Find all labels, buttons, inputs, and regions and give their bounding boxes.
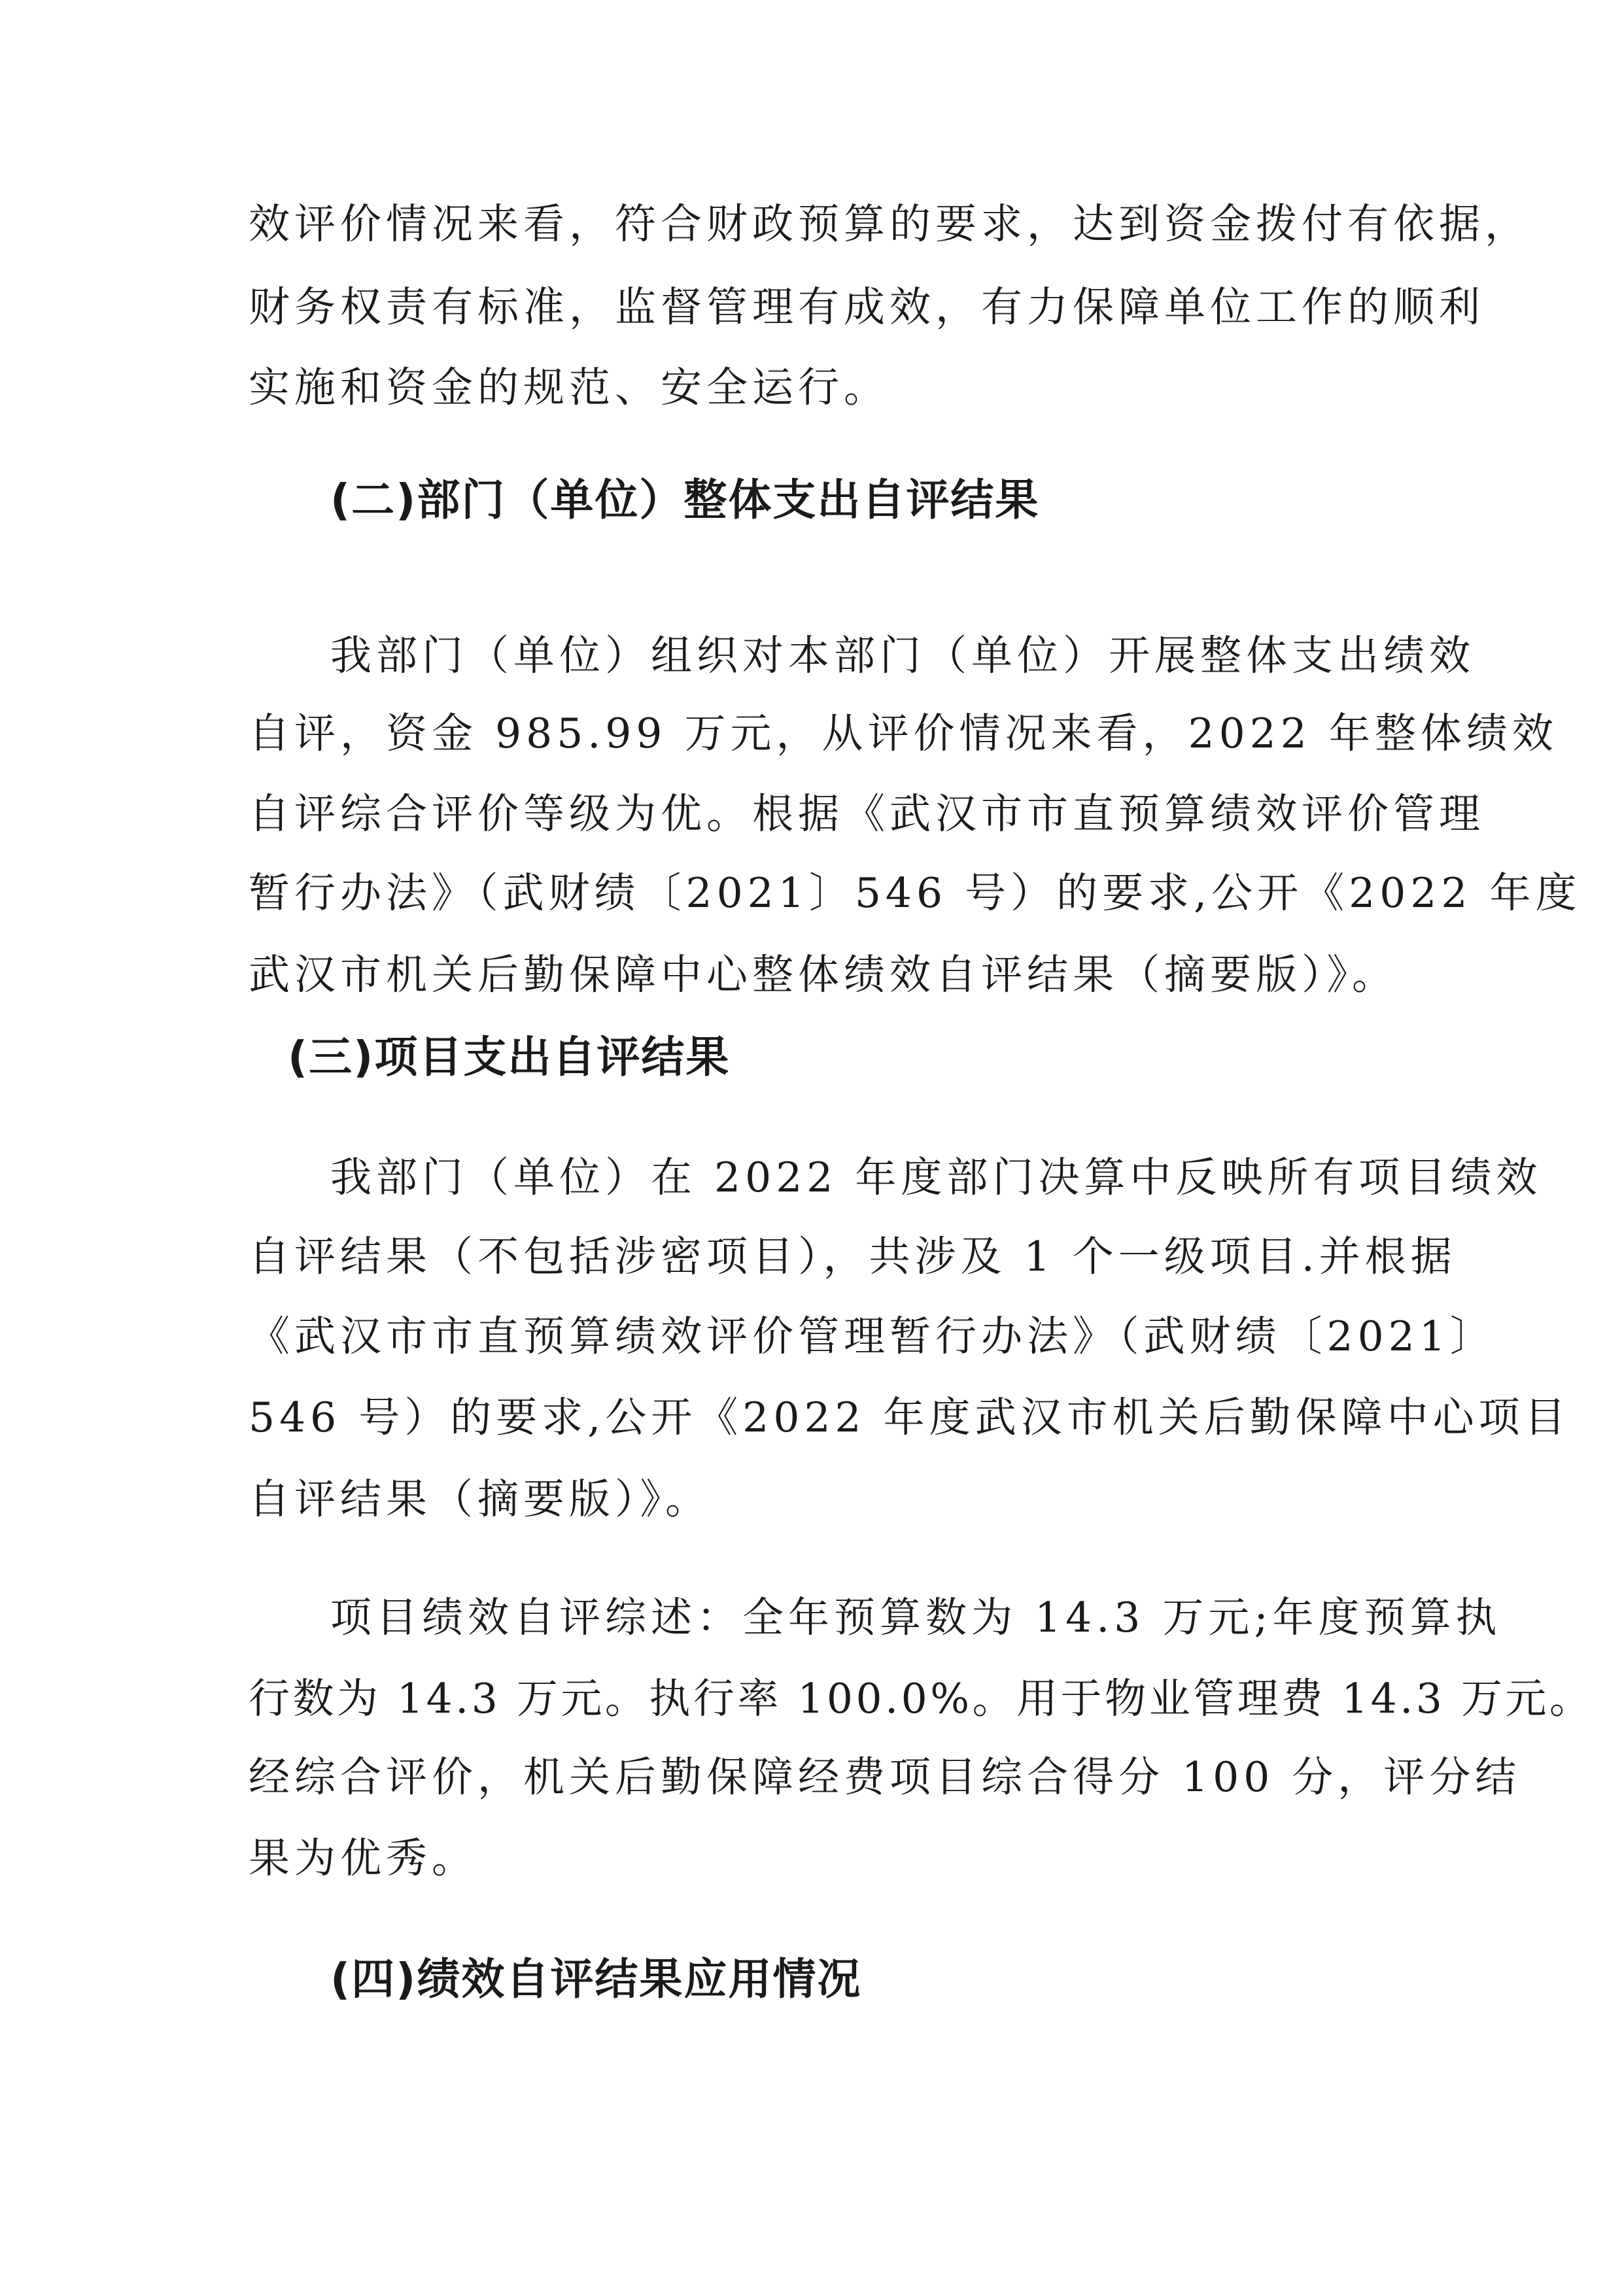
paragraph-4-line-3: 经综合评价，机关后勤保障经费项目综合得分 100 分，评分结 (249, 1753, 1521, 1801)
paragraph-2-line-5: 武汉市机关后勤保障中心整体绩效自评结果（摘要版）》。 (249, 951, 1398, 999)
paragraph-3-line-1: 我部门（单位）在 2022 年度部门决算中反映所有项目绩效 (330, 1154, 1542, 1201)
section-heading-4: (四)绩效自评结果应用情况 (330, 1954, 862, 2004)
paragraph-3-line-4: 546 号）的要求,公开《2022 年度武汉市机关后勤保障中心项目 (249, 1394, 1570, 1441)
paragraph-2-line-2: 自评，资金 985.99 万元，从评价情况来看，2022 年整体绩效 (249, 710, 1558, 757)
paragraph-4-line-1: 项目绩效自评综述：全年预算数为 14.3 万元;年度预算执 (330, 1594, 1502, 1641)
paragraph-1-line-2: 财务权责有标准，监督管理有成效，有力保障单位工作的顺利 (249, 283, 1485, 331)
section-heading-2: (二)部门（单位）整体支出自评结果 (330, 475, 1040, 525)
paragraph-2-line-3: 自评综合评价等级为优。根据《武汉市市直预算绩效评价管理 (249, 790, 1485, 838)
paragraph-2-line-4: 暂行办法》（武财绩〔2021〕546 号）的要求,公开《2022 年度 (249, 869, 1581, 917)
section-heading-3: (三)项目支出自评结果 (288, 1032, 731, 1082)
paragraph-2-line-1: 我部门（单位）组织对本部门（单位）开展整体支出绩效 (330, 632, 1475, 679)
paragraph-4-line-2: 行数为 14.3 万元。执行率 100.0%。用于物业管理费 14.3 万元。 (249, 1675, 1594, 1722)
paragraph-3-line-5: 自评结果（摘要版）》。 (249, 1475, 711, 1523)
paragraph-3-line-2: 自评结果（不包括涉密项目），共涉及 1 个一级项目.并根据 (249, 1233, 1457, 1280)
paragraph-1-line-3: 实施和资金的规范、安全运行。 (249, 364, 890, 411)
paragraph-3-line-3: 《武汉市市直预算绩效评价管理暂行办法》（武财绩〔2021〕 (249, 1312, 1496, 1360)
paragraph-1-line-1: 效评价情况来看，符合财政预算的要求，达到资金拨付有依据， (249, 200, 1530, 248)
paragraph-4-line-4: 果为优秀。 (249, 1834, 477, 1882)
